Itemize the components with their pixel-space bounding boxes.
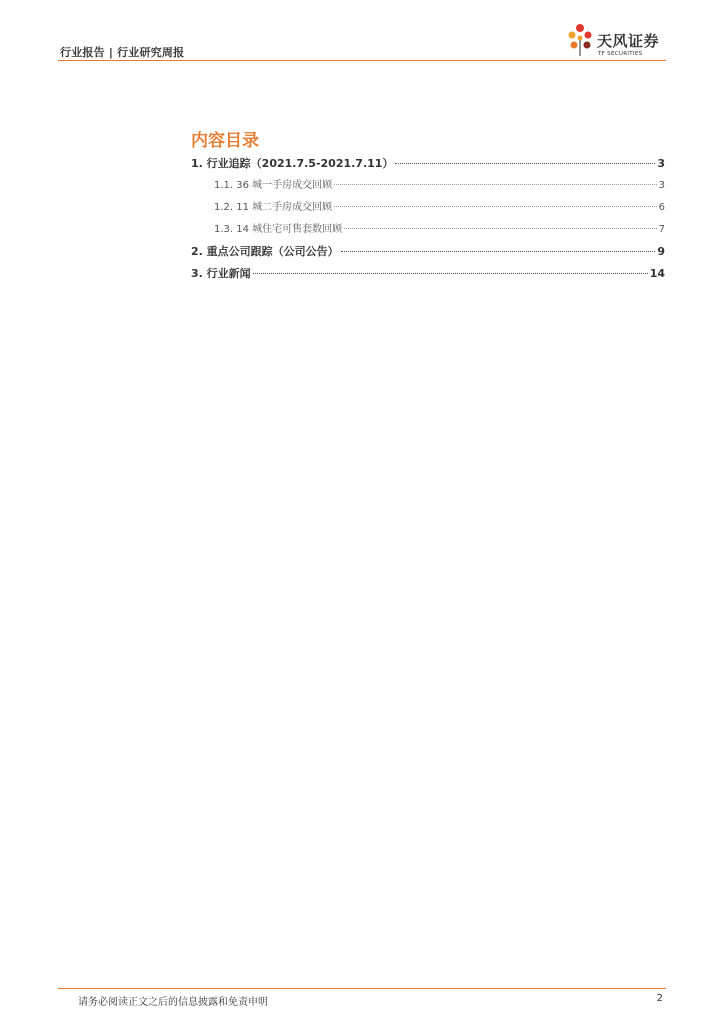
company-logo bbox=[568, 20, 678, 60]
toc-entry[interactable] bbox=[191, 244, 665, 266]
header-divider bbox=[58, 60, 666, 61]
toc-title: 内容目录 bbox=[191, 131, 259, 151]
toc-entry-text: 2. 重点公司跟踪（公司公告） bbox=[191, 245, 339, 258]
toc-entry-text: 1.3. 14 城住宅可售套数回顾 bbox=[214, 224, 343, 235]
logo-chinese-name: 天风证券 bbox=[597, 32, 660, 50]
page-number: 2 bbox=[656, 993, 663, 1004]
report-type-label: 行业报告 | 行业研究周报 bbox=[60, 46, 185, 59]
toc-entry[interactable] bbox=[191, 156, 665, 178]
toc-entry-page: 7 bbox=[658, 224, 665, 235]
toc-leader-dots bbox=[253, 273, 648, 274]
toc-entry-page: 9 bbox=[657, 245, 665, 258]
toc-leader-dots bbox=[341, 251, 656, 252]
toc-entry[interactable] bbox=[191, 222, 665, 244]
footer-disclaimer: 请务必阅读正文之后的信息披露和免责申明 bbox=[78, 997, 268, 1008]
toc-entry-page: 14 bbox=[649, 267, 665, 280]
toc-entry[interactable] bbox=[191, 178, 665, 200]
toc-entry-text: 3. 行业新闻 bbox=[191, 267, 251, 280]
toc-entry-text: 1. 行业追踪（2021.7.5-2021.7.11） bbox=[191, 157, 394, 170]
toc-entry-text: 1.2. 11 城二手房成交回顾 bbox=[214, 202, 333, 213]
toc-leader-dots bbox=[334, 184, 656, 185]
toc-entry-text: 1.1. 36 城一手房成交回顾 bbox=[214, 180, 333, 191]
toc-entry-page: 3 bbox=[658, 180, 665, 191]
logo-english-name: TF SECURITIES bbox=[598, 51, 643, 57]
table-of-contents bbox=[191, 156, 665, 288]
toc-leader-dots bbox=[344, 228, 656, 229]
toc-leader-dots bbox=[334, 206, 656, 207]
toc-entry[interactable] bbox=[191, 200, 665, 222]
flower-logo-icon bbox=[568, 20, 596, 60]
toc-entry-page: 6 bbox=[658, 202, 665, 213]
toc-entry[interactable] bbox=[191, 266, 665, 288]
toc-leader-dots bbox=[395, 163, 655, 164]
toc-entry-page: 3 bbox=[657, 157, 665, 170]
footer-divider bbox=[58, 988, 666, 989]
